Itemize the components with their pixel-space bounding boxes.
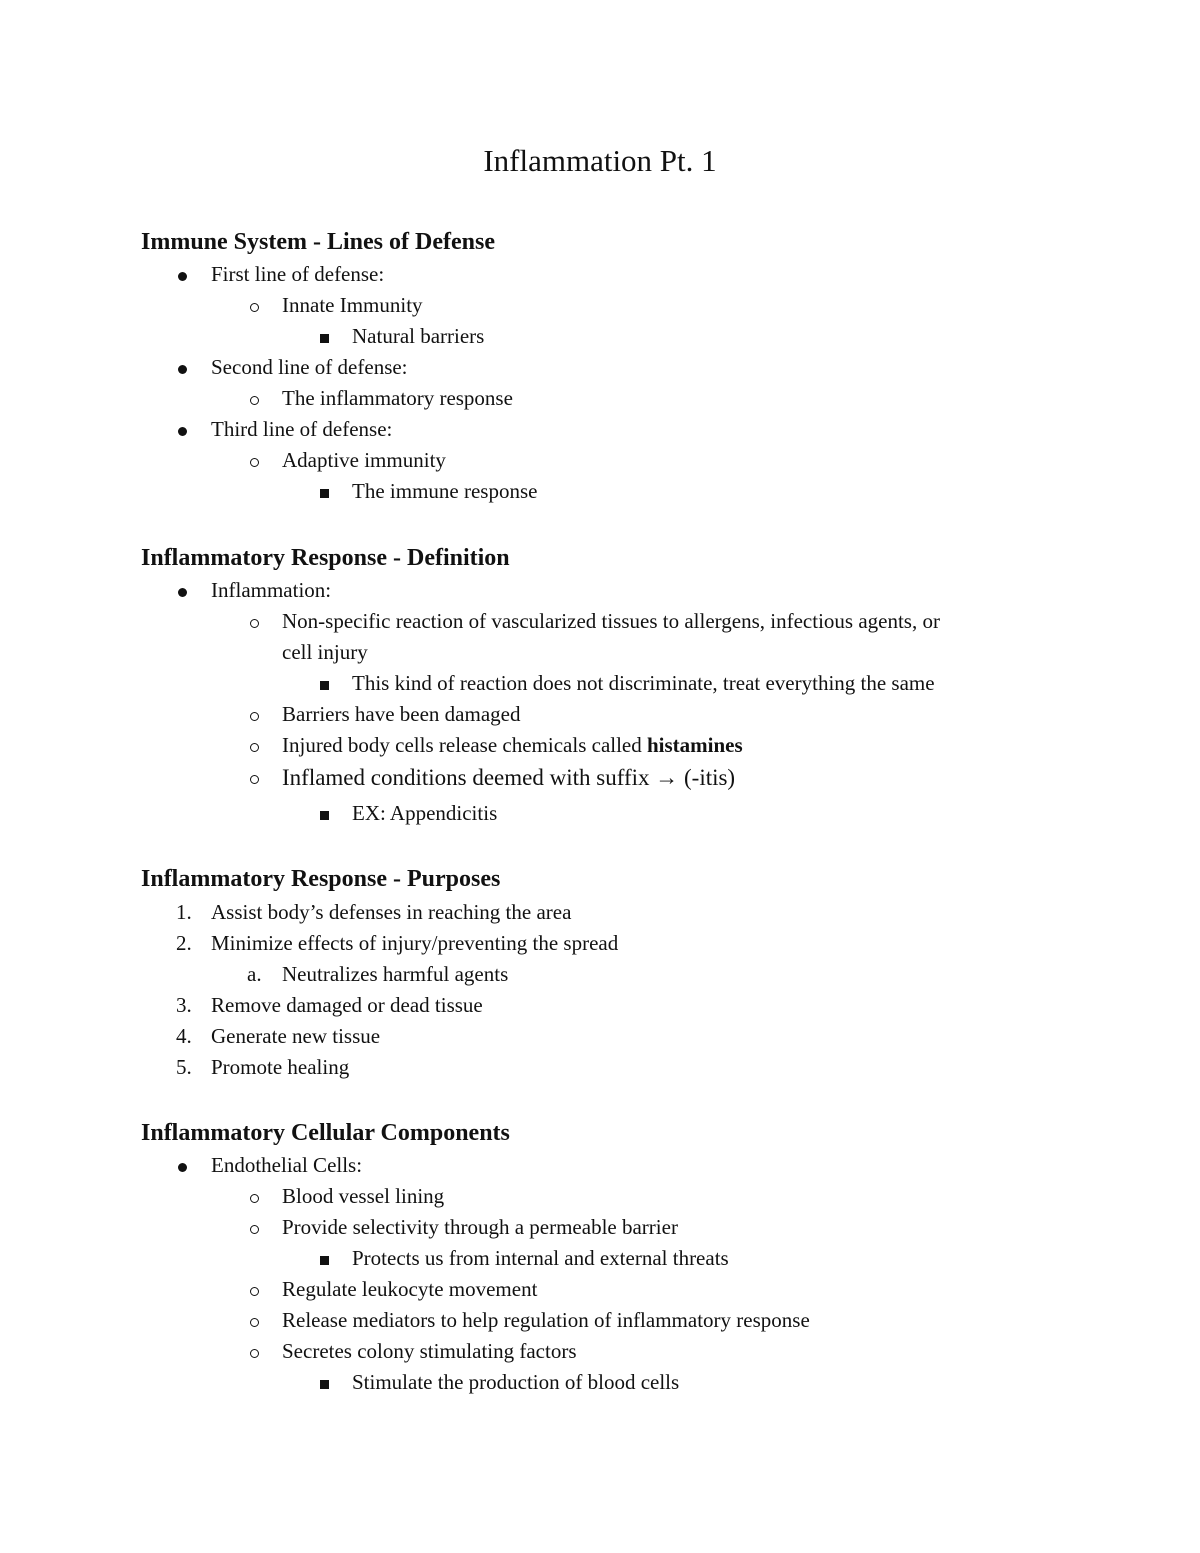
bullet-circle [250, 1181, 259, 1212]
list-item-text: Injured body cells release chemicals called [282, 733, 647, 757]
list-item: EX: Appendicitis [352, 801, 498, 825]
list-item: Secretes colony stimulating factors [282, 1339, 577, 1363]
bullet-circle [250, 1274, 259, 1305]
list-item: This kind of reaction does not discriminate, treat everything the same [352, 671, 935, 695]
bullet-circle [250, 445, 259, 476]
list-item: Innate Immunity [282, 293, 423, 317]
list-item: Release mediators to help regulation of inflammatory response [282, 1308, 810, 1332]
bullet-square [320, 476, 329, 507]
bullet-square [320, 668, 329, 699]
highlighted-term: histamines [647, 733, 743, 757]
list-number: 1. [176, 900, 192, 924]
bullet-dot [178, 575, 187, 606]
bullet-dot [178, 414, 187, 445]
list-item: Assist body’s defenses in reaching the area [211, 900, 572, 924]
list-item: Provide selectivity through a permeable barrier [282, 1215, 678, 1239]
list-item: Generate new tissue [211, 1024, 381, 1048]
list-item: Promote healing [211, 1055, 350, 1079]
section-heading-lines-of-defense: Immune System - Lines of Defense [141, 229, 495, 255]
section-heading-cellular-components: Inflammatory Cellular Components [141, 1120, 510, 1146]
list-item: Natural barriers [352, 324, 485, 348]
list-item: First line of defense: [211, 262, 385, 286]
list-item: Protects us from internal and external threats [352, 1246, 729, 1270]
list-item-continuation: cell injury [282, 640, 368, 664]
list-item: Remove damaged or dead tissue [211, 993, 483, 1017]
list-number: 4. [176, 1024, 192, 1048]
list-item: The immune response [352, 479, 538, 503]
bullet-circle [250, 730, 259, 761]
bullet-dot [178, 352, 187, 383]
bullet-square [320, 798, 329, 829]
bullet-dot [178, 259, 187, 290]
section-heading-purposes: Inflammatory Response - Purposes [141, 866, 501, 892]
list-item: Non-specific reaction of vascularized tissues to allergens, infectious agents, or [282, 609, 940, 633]
list-item: Minimize effects of injury/preventing the spread [211, 931, 619, 955]
bullet-circle [250, 290, 259, 321]
bullet-circle [250, 1336, 259, 1367]
list-item: The inflammatory response [282, 386, 513, 410]
list-number: 2. [176, 931, 192, 955]
bullet-square [320, 1243, 329, 1274]
list-item: Stimulate the production of blood cells [352, 1370, 680, 1394]
list-item: Adaptive immunity [282, 448, 446, 472]
list-item: Regulate leukocyte movement [282, 1277, 538, 1301]
list-item: Blood vessel lining [282, 1184, 445, 1208]
list-item: Barriers have been damaged [282, 702, 521, 726]
list-item: Second line of defense: [211, 355, 408, 379]
list-item [282, 730, 743, 761]
bullet-circle [250, 1305, 259, 1336]
bullet-circle [250, 383, 259, 414]
page-title: Inflammation Pt. 1 [483, 143, 717, 178]
list-item: Third line of defense: [211, 417, 393, 441]
bullet-square [320, 321, 329, 352]
list-item: Neutralizes harmful agents [282, 962, 509, 986]
bullet-circle [250, 762, 259, 793]
list-letter: a. [247, 962, 262, 986]
bullet-circle [250, 699, 259, 730]
bullet-circle [250, 606, 259, 637]
bullet-dot [178, 1150, 187, 1181]
list-item: Inflamed conditions deemed with suffix → (-itis) [282, 765, 736, 790]
list-number: 3. [176, 993, 192, 1017]
list-item: Inflammation: [211, 578, 332, 602]
list-item: Endothelial Cells: [211, 1153, 363, 1177]
bullet-circle [250, 1212, 259, 1243]
section-heading-definition: Inflammatory Response - Definition [141, 545, 510, 571]
list-number: 5. [176, 1055, 192, 1079]
bullet-square [320, 1367, 329, 1398]
